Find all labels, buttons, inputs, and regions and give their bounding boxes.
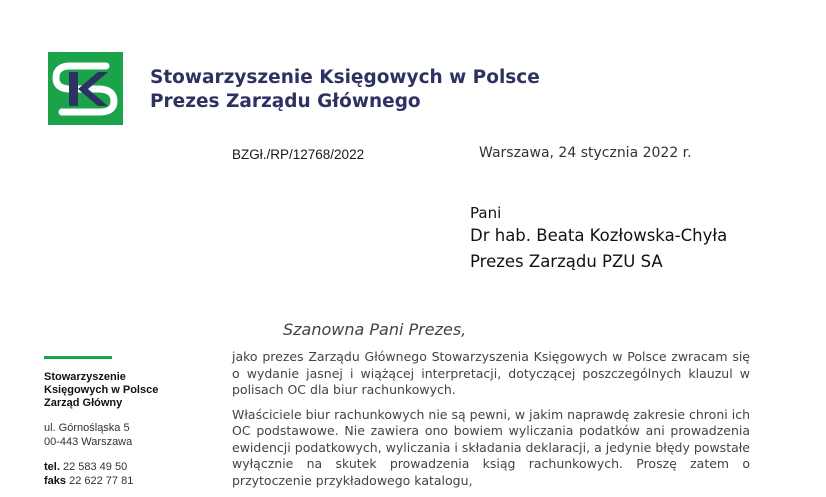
- phone-label: tel.: [44, 461, 60, 473]
- body-paragraph: Właściciele biur rachunkowych nie są pewni, w jakim naprawdę zakresie chroni ich OC podstawowe. Nie zawiera ono bowiem wyliczania podatków ani prowadzenia ewidencji podatkowych, wyliczania i składania deklaracji, a jedynie błędy powstałe wyłącznie na skutek prowadzenia ksiąg rachunkowych. Proszę zatem o przytoczenie przykładowego katalogu,: [232, 406, 750, 488]
- sidebar-org-line: Księgowych w Polsce: [44, 384, 159, 396]
- recipient-salutation: Pani: [470, 204, 502, 222]
- ski-logo-icon: [48, 52, 123, 125]
- phone-number: 22 583 49 50: [62, 461, 128, 473]
- letterhead: [150, 66, 540, 114]
- reference-number: BZGł./RP/12768/2022: [232, 147, 365, 162]
- fax-label: faks: [44, 474, 67, 487]
- sidebar-org: [44, 371, 204, 410]
- address-city: 00-443 Warszawa: [44, 435, 133, 448]
- sidebar-address: [44, 422, 204, 449]
- sidebar-org-line: Stowarzyszenie: [44, 371, 126, 383]
- org-name: Stowarzyszenie Księgowych w Polsce: [150, 67, 540, 88]
- recipient-block: [470, 203, 727, 275]
- body-paragraph: jako prezes Zarządu Głównego Stowarzyszenia Księgowych w Polsce zwracam się o wydanie jasnej i wiążącej interpretacji, dotyczącej poszczególnych klauzul w polisach OC dla biur rachunkowych.: [232, 349, 750, 397]
- greeting: Szanowna Pani Prezes,: [283, 320, 467, 339]
- letter-body: [232, 349, 750, 497]
- sidebar-contact-numbers: [44, 461, 204, 488]
- fax-number: 22 622 77 81: [69, 474, 134, 487]
- letter-date: Warszawa, 24 stycznia 2022 r.: [479, 145, 692, 161]
- sidebar-divider: [44, 356, 112, 359]
- recipient-name: Dr hab. Beata Kozłowska-Chyła: [470, 226, 728, 245]
- recipient-position: Prezes Zarządu PZU SA: [470, 252, 663, 271]
- fax-line: [44, 475, 204, 489]
- address-street: ul. Górnośląska 5: [44, 422, 130, 434]
- letterhead-subtitle: Prezes Zarządu Głównego: [150, 91, 421, 112]
- sidebar-contact: [44, 356, 204, 488]
- sidebar-org-line: Zarząd Główny: [44, 397, 123, 409]
- phone-line: [44, 461, 204, 475]
